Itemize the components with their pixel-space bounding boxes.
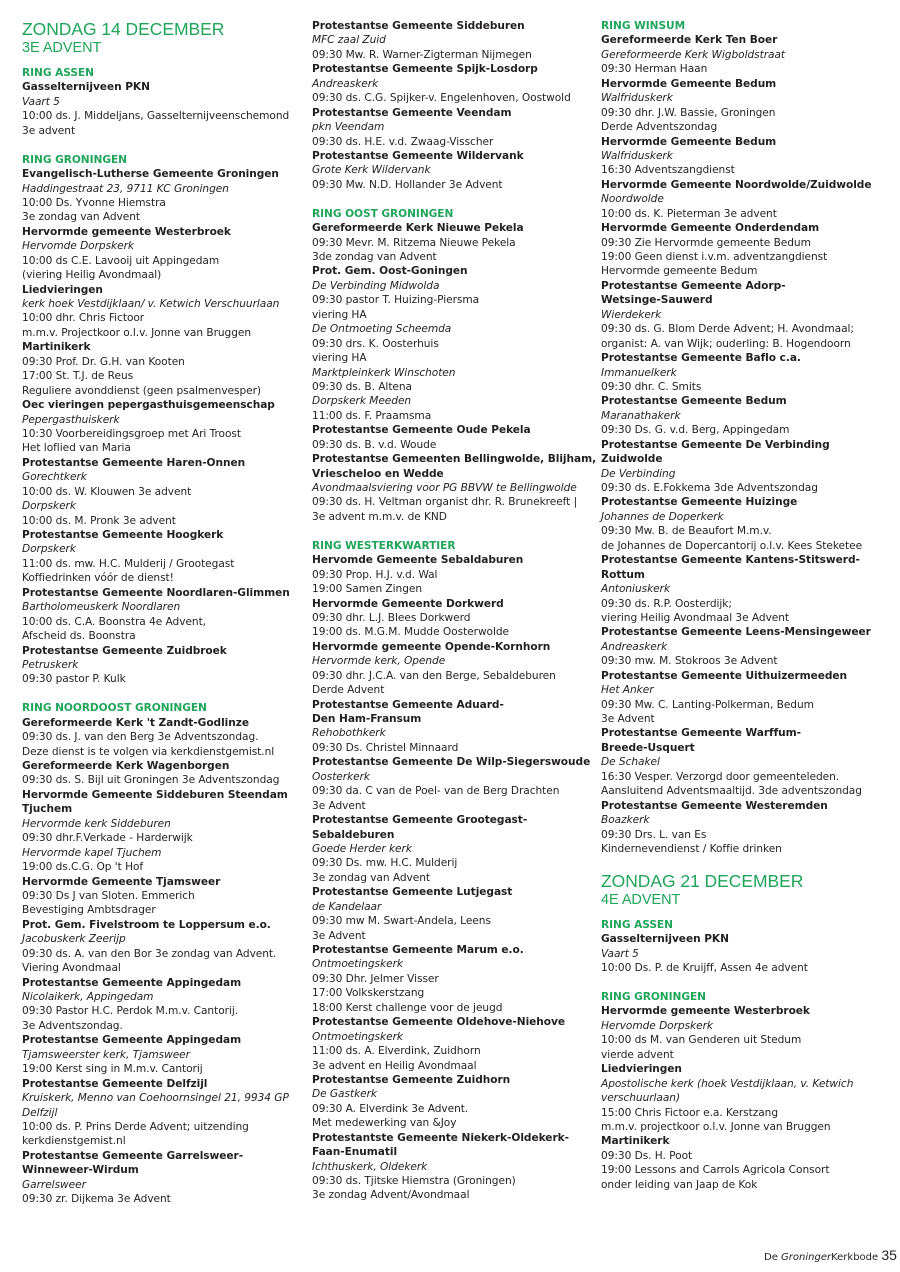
congregation-name: Martinikerk [22, 341, 91, 354]
church-location: pkn Veendam [312, 121, 385, 134]
congregation-name: Liedvieringen [22, 283, 103, 296]
service-detail: Koffiedrinken vóór de dienst! [22, 572, 174, 585]
congregation-name: Den Ham-Fransum [312, 713, 422, 725]
service-detail: 09:30 ds. A. van den Bor 3e zondag van Advent. [22, 947, 277, 960]
congregation-name: Protestantse Gemeente Siddeburen [312, 20, 525, 32]
footer-publication-italic: Groninger [781, 1252, 832, 1263]
church-location: Johannes de Doperkerk [601, 510, 724, 523]
spacer [22, 57, 314, 66]
service-detail: 09:30 Ds. mw. H.C. Mulderij [312, 857, 458, 870]
service-detail: Afscheid ds. Boonstra [22, 630, 136, 643]
service-detail: 09:30 pastor T. Huizing-Piersma [312, 294, 480, 307]
service-detail: 09:30 ds. B. v.d. Woude [312, 438, 437, 451]
spacer [22, 687, 314, 701]
church-location: Jacobuskerk Zeerijp [22, 933, 126, 946]
congregation-name: Hervormde Gemeente Dorkwerd [312, 597, 504, 610]
column-2 [312, 19, 604, 1203]
church-location: Goede Herder kerk [312, 842, 412, 855]
service-detail: 09:30 ds. R.P. Oosterdijk; [601, 597, 732, 610]
service-detail: 3e advent en Heilig Avondmaal [312, 1059, 477, 1072]
church-location: Rehobothkerk [312, 727, 386, 740]
service-detail: 09:30 ds. B. Altena [312, 380, 412, 393]
service-detail: 3e advent [22, 124, 76, 137]
church-location: Pepergasthuiskerk [22, 413, 120, 426]
congregation-name: Hervormde Gemeente Tjamsweer [22, 875, 221, 888]
page-number: 35 [881, 1247, 897, 1263]
service-detail: 09:30 Ds. H. Poot [601, 1149, 693, 1162]
service-detail: 10:00 ds M. van Genderen uit Stedum [601, 1034, 802, 1047]
service-detail: Reguliere avonddienst (geen psalmenvesper) [22, 384, 262, 397]
church-location: Andreaskerk [601, 640, 668, 653]
congregation-name: Hervormde gemeente Westerbroek [22, 225, 231, 238]
congregation-name: Hervormde gemeente Westerbroek [601, 1005, 810, 1018]
service-detail: (viering Heilig Avondmaal) [22, 269, 162, 282]
church-location: kerk hoek Vestdijklaan/ v. Ketwich Verschuurlaan [22, 298, 280, 310]
congregation-name: Hervormde Gemeente Onderdendam [601, 222, 820, 235]
church-location: Nicolaikerk, Appingedam [22, 991, 154, 1003]
congregation-name: Protestantse Gemeente Haren-Onnen [22, 456, 246, 469]
service-detail: 3e advent m.m.v. de KND [312, 510, 447, 523]
service-detail: 3e zondag Advent/Avondmaal [312, 1189, 470, 1202]
church-location: De Gastkerk [312, 1088, 378, 1101]
church-location: Apostolische kerk (hoek Vestdijklaan, v. Ketwich [601, 1077, 854, 1090]
congregation-name: Protestantse Gemeente Zuidbroek [22, 644, 227, 657]
church-location: De Ontmoeting Scheemda [312, 323, 452, 336]
service-detail: Aansluitend Adventsmaaltijd. 3de adventszondag [601, 785, 862, 798]
congregation-name: Hervormde Gemeente Noordwolde/Zuidwolde [601, 178, 872, 191]
church-location: Maranathakerk [601, 409, 681, 422]
service-detail: 09:30 ds. C.G. Spijker-v. Engelenhoven, Oostwold [312, 92, 571, 105]
church-location: de Kandelaar [312, 900, 382, 913]
service-detail: 09:30 ds. G. Blom Derde Advent; H. Avondmaal; [601, 323, 854, 336]
church-location: Dorpskerk Meeden [312, 395, 412, 408]
footer-prefix: De [764, 1252, 778, 1263]
service-detail: 10:00 ds C.E. Lavooij uit Appingedam [22, 254, 220, 267]
service-detail: 09:30 dhr. C. Smits [601, 380, 702, 393]
service-detail: 10:00 ds. M. Pronk 3e advent [22, 514, 176, 527]
church-location: Ontmoetingskerk [312, 958, 403, 971]
congregation-name: Protestantse Gemeente Appingedam [22, 976, 242, 989]
congregation-name: Gereformeerde Kerk Wagenborgen [22, 760, 230, 772]
service-detail: 10:00 Ds. P. de Kruijff, Assen 4e advent [601, 962, 808, 975]
congregation-name: Martinikerk [601, 1135, 670, 1148]
church-location: Bartholomeuskerk Noordlaren [22, 601, 181, 614]
service-detail: 09:30 ds. S. Bijl uit Groningen 3e Adventszondag [22, 774, 280, 787]
congregation-name: Protestantse Gemeente Delfzijl [22, 1077, 208, 1090]
ring-heading: RING OOST GRONINGEN [312, 207, 454, 220]
service-detail: kerkdienstgemist.nl [22, 1135, 126, 1148]
service-detail: 19:00 Lessons and Carrols Agricola Consort [601, 1164, 830, 1177]
service-detail: Kindernevendienst / Koffie drinken [601, 842, 782, 855]
service-detail: 19:00 ds. M.G.M. Mudde Oosterwolde [312, 626, 510, 639]
congregation-name: Protestantse Gemeente Lutjegast [312, 886, 513, 899]
service-detail: 09:30 mw M. Swart-Andela, Leens [312, 915, 491, 928]
church-location: Gorechtkerk [22, 471, 87, 484]
service-detail: 09:30 Pastor H.C. Perdok M.m.v. Cantorij. [22, 1005, 239, 1018]
service-detail: Derde Adventszondag [601, 121, 718, 134]
congregation-name: Sebaldeburen [312, 828, 395, 841]
service-detail: organist: A. van Wijk; ouderling: B. Hogendoorn [601, 337, 851, 350]
church-location: De Schakel [601, 756, 660, 769]
ring-heading: RING WESTERKWARTIER [312, 539, 456, 552]
church-location: Antoniuskerk [601, 583, 671, 596]
church-location: Vaart 5 [22, 95, 60, 108]
church-location: Hervomde Dorpskerk [601, 1019, 714, 1032]
service-detail: 19:00 Samen Zingen [312, 583, 423, 596]
church-location: Wierdekerk [601, 308, 662, 321]
congregation-name: Winneweer-Wirdum [22, 1164, 139, 1177]
service-detail: 09:30 Mw. R. Warner-Zigterman Nijmegen [312, 48, 532, 61]
church-location: Gereformeerde Kerk Wigboldstraat [601, 48, 786, 61]
service-detail: 10:00 ds. C.A. Boonstra 4e Advent, [22, 615, 207, 628]
service-detail: 16:30 Vesper. Verzorgd door gemeenteleden. [601, 770, 840, 783]
service-detail: 09:30 Mevr. M. Ritzema Nieuwe Pekela [312, 236, 516, 249]
church-location: Petruskerk [22, 658, 79, 671]
church-location: Hervomde Dorpskerk [22, 240, 135, 253]
congregation-name: Protestantse Gemeente Bedum [601, 395, 787, 408]
congregation-name: Vriescheloo en Wedde [312, 467, 444, 480]
service-detail: 09:30 pastor P. Kulk [22, 673, 126, 686]
service-detail: 10:00 dhr. Chris Fictoor [22, 312, 145, 325]
church-location: Immanuelkerk [601, 366, 677, 379]
congregation-name: Hervomde Gemeente Sebaldaburen [312, 554, 524, 567]
church-location: Boazkerk [601, 814, 650, 827]
church-location: Marktpleinkerk Winschoten [312, 366, 456, 379]
service-detail: 09:30 ds. Tjitske Hiemstra (Groningen) [312, 1175, 516, 1187]
service-detail: Het loflied van Maria [22, 442, 131, 455]
service-detail: Deze dienst is te volgen via kerkdienstgemist.nl [22, 745, 275, 758]
service-detail: 11:00 ds. mw. H.C. Mulderij / Grootegast [22, 557, 235, 570]
service-detail: 09:30 ds. E.Fokkema 3de Adventszondag [601, 482, 818, 494]
church-location: Walfriduskerk [601, 149, 673, 162]
service-detail: 09:30 ds. H. Veltman organist dhr. R. Brunekreeft | [312, 496, 578, 509]
ring-heading: RING WINSUM [601, 20, 686, 32]
church-location: Delfzijl [22, 1106, 58, 1119]
congregation-name: Rottum [601, 568, 645, 581]
column-3 [601, 19, 893, 1192]
footer-publication: Kerkbode [831, 1252, 879, 1263]
congregation-name: Faan-Enumatil [312, 1146, 398, 1159]
church-location: Hervormde kerk Siddeburen [22, 817, 171, 830]
service-detail: viering HA [312, 352, 367, 365]
church-location: Vaart 5 [601, 947, 639, 960]
ring-heading: RING GRONINGEN [22, 153, 127, 166]
advent-subheading: 4E ADVENT [601, 891, 681, 908]
congregation-name: Hervormde Gemeente Bedum [601, 135, 777, 148]
service-detail: 10:00 ds. K. Pieterman 3e advent [601, 207, 777, 220]
service-detail: 09:30 ds. J. van den Berg 3e Adventszondag. [22, 731, 259, 744]
service-detail: 10:00 ds. W. Klouwen 3e advent [22, 485, 192, 498]
church-location: Haddingestraat 23, 9711 KC Groningen [22, 182, 229, 195]
congregation-name: Protestantse Gemeente Grootegast- [312, 814, 528, 827]
congregation-name: Protestantse Gemeente Garrelsweer- [22, 1149, 244, 1162]
service-detail: 09:30 Ds J van Sloten. Emmerich [22, 889, 195, 902]
service-detail: 09:30 dhr.F.Verkade - Harderwijk [22, 832, 193, 845]
service-detail: 10:00 ds. J. Middeljans, Gasselternijveenschemond [22, 110, 290, 123]
church-location: Walfriduskerk [601, 92, 673, 105]
date-heading: ZONDAG 21 DECEMBER [601, 870, 804, 891]
congregation-name: Hervormde Gemeente Bedum [601, 77, 777, 90]
congregation-name: Gereformeerde Kerk Ten Boer [601, 34, 778, 47]
ring-heading: RING ASSEN [601, 918, 673, 931]
spacer [312, 524, 604, 538]
congregation-name: Protestantse Gemeente Kantens-Stitswerd- [601, 554, 860, 567]
service-detail: 19:00 ds.C.G. Op 't Hof [22, 861, 144, 874]
service-detail: viering Heilig Avondmaal 3e Advent [601, 611, 790, 624]
service-detail: Derde Advent [312, 684, 385, 697]
ring-heading: RING NOORDOOST GRONINGEN [22, 702, 207, 715]
congregation-name: Tjuchem [22, 803, 73, 816]
church-location: Grote Kerk Wildervank [312, 164, 431, 177]
congregation-name: Breede-Usquert [601, 741, 695, 754]
service-detail: 09:30 Herman Haan [601, 63, 708, 76]
service-detail: 18:00 Kerst challenge voor de jeugd [312, 1001, 503, 1014]
church-location: De Verbinding [601, 467, 676, 480]
service-detail: 09:30 dhr. J.W. Bassie, Groningen [601, 106, 776, 119]
spacer [601, 856, 893, 870]
service-detail: 17:00 St. T.J. de Reus [22, 370, 134, 383]
congregation-name: Protestantse Gemeente Huizinge [601, 496, 798, 509]
service-detail: 09:30 da. C van de Poel- van de Berg Drachten [312, 785, 560, 798]
service-detail: 09:30 zr. Dijkema 3e Advent [22, 1193, 171, 1206]
service-detail: viering HA [312, 308, 367, 321]
congregation-name: Prot. Gem. Oost-Goningen [312, 265, 468, 278]
service-detail: 09:30 Mw. C. Lanting-Polkerman, Bedum [601, 698, 814, 711]
congregation-name: Protestantse Gemeente Warffum- [601, 727, 801, 740]
church-location: verschuurlaan) [601, 1092, 681, 1105]
congregation-name: Protestantste Gemeente Niekerk-Oldekerk- [312, 1131, 569, 1144]
congregation-name: Protestantse Gemeente De Verbinding [601, 438, 830, 451]
service-detail: 09:30 Prop. H.J. v.d. Wal [312, 568, 438, 581]
congregation-name: Protestantse Gemeente Zuidhorn [312, 1073, 511, 1086]
church-location: Garrelsweer [22, 1178, 86, 1191]
congregation-name: Protestantse Gemeente Spijk-Losdorp [312, 63, 538, 76]
service-detail: de Johannes de Dopercantorij o.l.v. Kees Steketee [601, 539, 863, 552]
service-detail: 3e Adventszondag. [22, 1019, 123, 1032]
congregation-name: Zuidwolde [601, 453, 663, 466]
church-location: Noordwolde [601, 193, 664, 206]
spacer [601, 976, 893, 990]
church-location: Oosterkerk [312, 770, 371, 783]
service-detail: 09:30 mw. M. Stokroos 3e Advent [601, 655, 778, 668]
service-detail: vierde advent [601, 1048, 674, 1061]
service-detail: 09:30 Zie Hervormde gemeente Bedum [601, 236, 811, 249]
service-detail: 11:00 ds. F. Praamsma [312, 409, 432, 422]
service-detail: m.m.v. projectkoor o.l.v. Jonne van Bruggen [601, 1120, 831, 1133]
church-location: De Verbinding Midwolda [312, 279, 440, 292]
service-detail: 3e Advent [601, 713, 655, 725]
service-detail: 10:00 ds. P. Prins Derde Advent; uitzending [22, 1120, 249, 1133]
service-detail: 09:30 ds. H.E. v.d. Zwaag-Visscher [312, 135, 494, 148]
congregation-name: Gasselternijveen PKN [22, 81, 150, 94]
church-location: Dorpskerk [22, 543, 76, 556]
service-detail: 17:00 Volkskerstzang [312, 987, 425, 1000]
spacer [22, 138, 314, 152]
service-detail: Viering Avondmaal [22, 962, 121, 975]
congregation-name: Protestantse Gemeente Noordlaren-Glimmen [22, 586, 290, 599]
church-location: Hervormde kerk, Opende [312, 655, 446, 668]
service-detail: 3e zondag van Advent [312, 871, 430, 884]
congregation-name: Gereformeerde Kerk Nieuwe Pekela [312, 222, 524, 235]
service-detail: 09:30 Mw. B. de Beaufort M.m.v. [601, 525, 772, 538]
congregation-name: Evangelisch-Lutherse Gemeente Groningen [22, 168, 279, 181]
congregation-name: Gasselternijveen PKN [601, 933, 729, 946]
service-detail: Hervormde gemeente Bedum [601, 265, 758, 278]
ring-heading: RING ASSEN [22, 67, 94, 79]
congregation-name: Protestantse Gemeente Adorp- [601, 279, 786, 292]
service-detail: 09:30 Mw. N.D. Hollander 3e Advent [312, 178, 503, 191]
service-detail: 19:00 Geen dienst i.v.m. adventzangdienst [601, 251, 828, 263]
congregation-name: Protestantse Gemeente Veendam [312, 106, 512, 119]
church-location: Dorpskerk [22, 500, 76, 513]
service-detail: 09:30 Ds. G. v.d. Berg, Appingedam [601, 424, 790, 437]
congregation-name: Protestantse Gemeente Uithuizermeeden [601, 669, 848, 682]
congregation-name: Protestantse Gemeente Hoogkerk [22, 529, 224, 541]
congregation-name: Protestantse Gemeente De Wilp-Siegerswoude [312, 756, 591, 769]
congregation-name: Protestantse Gemeente Aduard- [312, 698, 504, 711]
congregation-name: Protestantse Gemeenten Bellingwolde, Blijham, [312, 453, 597, 466]
service-detail: 09:30 drs. K. Oosterhuis [312, 337, 439, 350]
service-detail: 3de zondag van Advent [312, 251, 437, 263]
service-detail: m.m.v. Projectkoor o.l.v. Jonne van Bruggen [22, 326, 252, 339]
service-detail: 09:30 Ds. Christel Minnaard [312, 741, 459, 754]
congregation-name: Oec vieringen pepergasthuisgemeenschap [22, 399, 275, 412]
church-location: Kruiskerk, Menno van Coehoornsingel 21, 9934 GP [22, 1092, 289, 1105]
church-location: Het Anker [601, 684, 654, 697]
church-location: Avondmaalsviering voor PG BBVW te Bellingwolde [312, 482, 577, 494]
service-detail: 16:30 Adventszangdienst [601, 164, 735, 177]
service-detail: 3e zondag van Advent [22, 211, 140, 224]
church-location: Ichthuskerk, Oldekerk [312, 1160, 428, 1173]
service-detail: 09:30 dhr. J.C.A. van den Berge, Sebaldeburen [312, 669, 556, 682]
service-detail: 3e Advent [312, 799, 366, 812]
congregation-name: Protestantse Gemeente Wildervank [312, 149, 524, 162]
service-detail: 09:30 Dhr. Jelmer Visser [312, 972, 439, 985]
church-location: Ontmoetingskerk [312, 1030, 403, 1043]
service-detail: onder leiding van Jaap de Kok [601, 1178, 758, 1191]
date-heading: ZONDAG 14 DECEMBER [22, 19, 225, 39]
church-location: Andreaskerk [312, 77, 379, 90]
congregation-name: Protestantse Gemeente Oude Pekela [312, 424, 531, 437]
service-detail: 09:30 Prof. Dr. G.H. van Kooten [22, 355, 185, 368]
congregation-name: Hervormde gemeente Opende-Kornhorn [312, 640, 551, 653]
service-detail: 10:00 Ds. Yvonne Hiemstra [22, 196, 166, 209]
service-detail: Bevestiging Ambtsdrager [22, 904, 156, 917]
column-1 [22, 19, 314, 1207]
service-detail: 09:30 Drs. L. van Es [601, 828, 707, 841]
church-location: MFC zaal Zuid [312, 34, 386, 47]
church-location: Hervormde kapel Tjuchem [22, 846, 162, 859]
spacer [601, 909, 893, 918]
ring-heading: RING GRONINGEN [601, 991, 706, 1003]
service-detail: 3e Advent [312, 929, 366, 942]
service-detail: 09:30 dhr. L.J. Blees Dorkwerd [312, 611, 471, 624]
service-detail: 09:30 A. Elverdink 3e Advent. [312, 1102, 469, 1115]
congregation-name: Wetsinge-Sauwerd [601, 294, 713, 307]
page-footer [764, 1247, 897, 1263]
church-location: Tjamsweerster kerk, Tjamsweer [22, 1048, 190, 1061]
service-detail: 19:00 Kerst sing in M.m.v. Cantorij [22, 1063, 203, 1076]
advent-subheading: 3E ADVENT [22, 40, 102, 56]
congregation-name: Protestantse Gemeente Leens-Mensingeweer [601, 626, 871, 639]
service-detail: 11:00 ds. A. Elverdink, Zuidhorn [312, 1045, 481, 1058]
service-detail: 15:00 Chris Fictoor e.a. Kerstzang [601, 1106, 778, 1119]
congregation-name: Liedvieringen [601, 1063, 682, 1076]
congregation-name: Hervormde Gemeente Siddeburen Steendam [22, 788, 288, 801]
service-detail: 10:30 Voorbereidingsgroep met Ari Troost [22, 427, 241, 440]
congregation-name: Prot. Gem. Fivelstroom te Loppersum e.o. [22, 918, 271, 931]
congregation-name: Protestantse Gemeente Oldehove-Niehove [312, 1016, 565, 1029]
congregation-name: Gereformeerde Kerk 't Zandt-Godlinze [22, 716, 249, 729]
congregation-name: Protestantse Gemeente Marum e.o. [312, 944, 524, 956]
spacer [312, 192, 604, 206]
congregation-name: Protestantse Gemeente Baflo c.a. [601, 352, 801, 365]
congregation-name: Protestantse Gemeente Westeremden [601, 799, 828, 812]
congregation-name: Protestantse Gemeente Appingedam [22, 1034, 242, 1047]
service-detail: Met medewerking van &Joy [312, 1117, 457, 1130]
